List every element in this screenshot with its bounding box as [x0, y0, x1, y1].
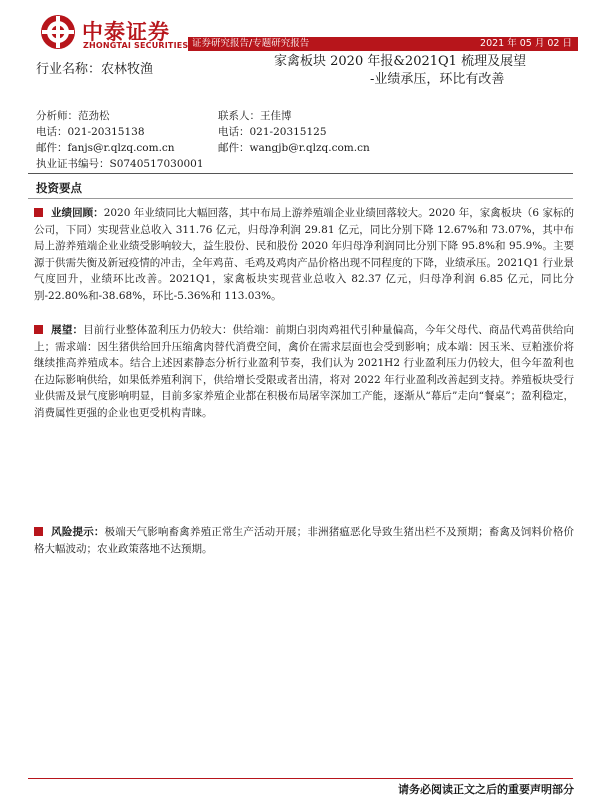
brand-name-cn: 中泰证券: [82, 20, 170, 44]
paragraph-text: 目前行业整体盈利压力仍较大：供给端：前期白羽肉鸡祖代引种量偏高，今年父母代、商品代鸡苗供给向上；需求端：因生猪供给回升压缩禽肉替代消费空间，禽价在需求层面也会受到影响；成本端：因玉米、豆粕涨价将继续推高养殖成本。结合上述因素静态分析行业盈利节奏，我们认为 2021H2 行业盈利压力仍较大，但今年盈利也在边际影响供给，如果低养殖利润下，供给增长受限或者出清，将对 2022 年行业盈利改善起到支持。养殖板块受行业供需及景气度影响明显，目前多家养殖企业都在积极布局屠宰深加工产能，逐渐从“幕后”走向“餐桌”；盈利稳定，消费属性更强的企业也更受机构青睐。: [34, 324, 575, 419]
report-title: 家禽板块 2020 年报&2021Q1 梳理及展望: [274, 54, 527, 69]
paragraph-outlook: [34, 322, 574, 422]
analyst-info: [36, 108, 204, 172]
bullet-square-icon: [34, 527, 43, 536]
report-date: 2021 年 05 月 02 日: [480, 38, 572, 49]
report-subtitle: -业绩承压，环比有改善: [370, 72, 505, 87]
paragraph-risk-warning: [34, 524, 574, 557]
contact-phone: 电话：021-20315125: [218, 126, 327, 138]
analyst-phone: 电话：021-20315138: [36, 126, 145, 138]
bullet-square-icon: [34, 208, 43, 217]
brand-name-en: ZHONGTAI SECURITIES: [83, 41, 189, 50]
contact-name: 联系人：王佳博: [218, 110, 292, 122]
company-logo: [40, 14, 190, 54]
zhongtai-logo-icon: [40, 14, 76, 50]
paragraph-text: 极端天气影响畜禽养殖正常生产活动开展；非洲猪瘟恶化导致生猪出栏不及预期；畜禽及饲料价格价格大幅波动；农业政策落地不达预期。: [34, 526, 575, 555]
section-title: 投资要点: [36, 181, 82, 195]
paragraph-lead: 风险提示：: [51, 526, 105, 538]
paragraph-performance-review: [34, 205, 574, 305]
divider: [28, 173, 573, 174]
analyst-name: 分析师：范劲松: [36, 110, 110, 122]
analyst-email: 邮件：fanjs@r.qlzq.com.cn: [36, 142, 175, 154]
contact-email: 邮件：wangjb@r.qlzq.com.cn: [218, 142, 370, 154]
industry-name: 行业名称：农林牧渔: [36, 62, 154, 77]
paragraph-lead: 展望：: [51, 324, 84, 336]
analyst-license: 执业证书编号：S0740517030001: [36, 158, 204, 170]
paragraph-lead: 业绩回顾：: [51, 207, 104, 219]
divider: [28, 198, 573, 199]
contact-person-info: [218, 108, 370, 156]
footer-disclaimer: 请务必阅读正文之后的重要声明部分: [398, 783, 574, 796]
paragraph-text: 2020 年业绩同比大幅回落，其中布局上游养殖端企业业绩回落较大。2020 年，家禽板块（6 家标的公司，下同）实现营业总收入 311.76 亿元，归母净利润 29.81 亿元，同比分别下降 12.67%和 73.07%，其中布局上游养殖端企业业绩受影响较大，益生股份、民和股份 2020 年归母净利润同比分别下降 95.8%和 95.9%。主要源于供需失衡及新冠疫情的冲击，全年鸡苗、毛鸡及鸡肉产品价格出现不同程度的下降，业绩承压。2021Q1 行业景气度回升，业绩环比改善。2021Q1，家禽板块实现营业总收入 82.37 亿元，归母净利润 6.85 亿元，同比分别-22.80%和-38.68%，环比-5.36%和 113.03%。: [34, 207, 575, 302]
report-type: 证券研究报告/专题研究报告: [192, 38, 310, 49]
footer-divider: [28, 778, 573, 779]
bullet-square-icon: [34, 325, 43, 334]
